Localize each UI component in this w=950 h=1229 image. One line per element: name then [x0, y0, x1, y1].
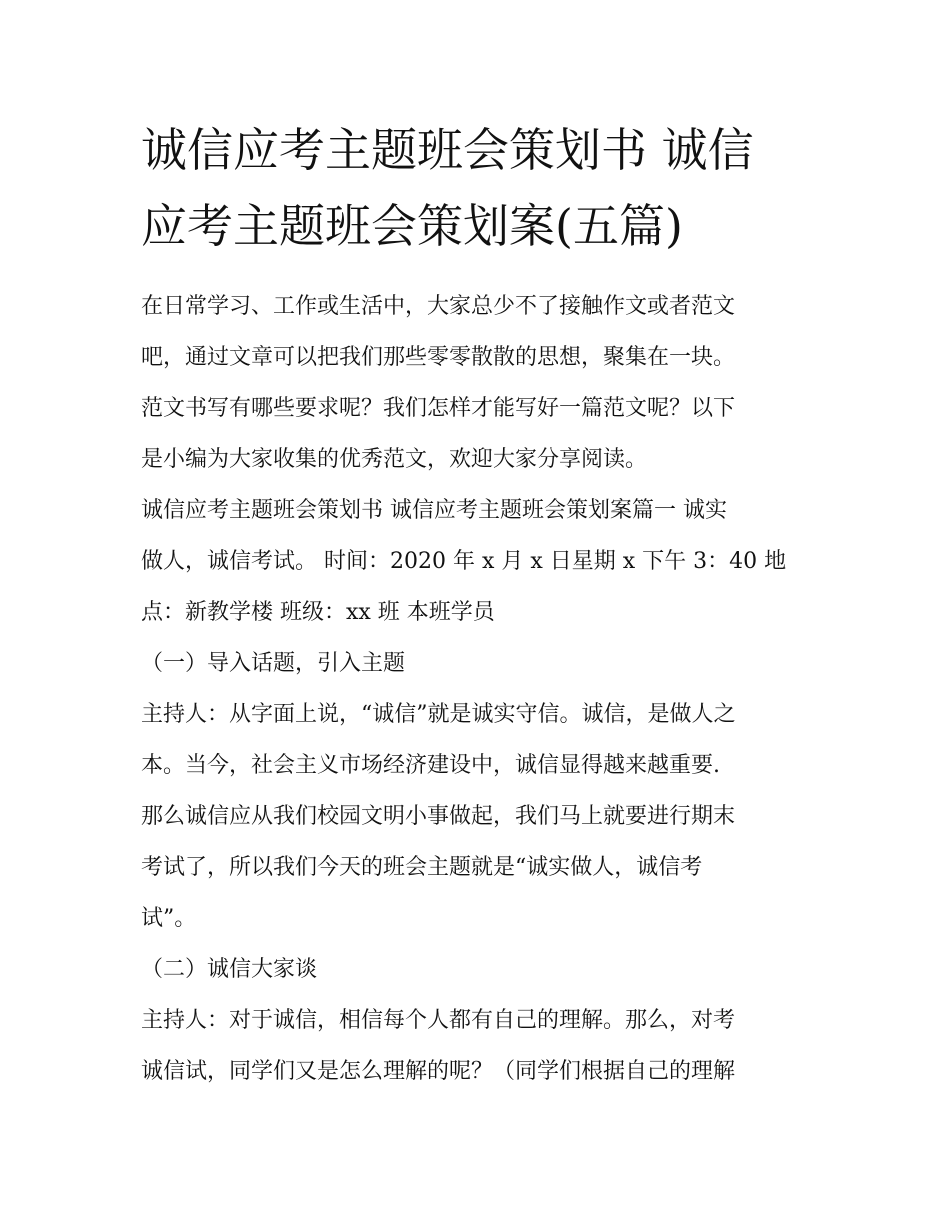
text-line: （一）导入话题，引入主题 — [141, 651, 406, 676]
text-line: 主持人：对于诚信，相信每个人都有自己的理解。那么，对考 — [141, 1008, 736, 1033]
document-title — [141, 112, 813, 264]
plan-info-paragraph — [141, 485, 813, 638]
title-line: 诚信应考主题班会策划书 诚信 — [141, 123, 754, 177]
text-line: 那么诚信应从我们校园文明小事做起，我们马上就要进行期末 — [141, 804, 736, 829]
text-line: 是小编为大家收集的优秀范文，欢迎大家分享阅读。 — [141, 447, 648, 472]
text-line: 考试了，所以我们今天的班会主题就是“诚实做人，诚信考 — [141, 855, 703, 880]
text-line: 主持人：从字面上说，“诚信”就是诚实守信。诚信，是做人之 — [141, 702, 736, 727]
text-line: 范文书写有哪些要求呢？我们怎样才能写好一篇范文呢？以下 — [141, 396, 736, 421]
host-paragraph-1 — [141, 689, 813, 944]
host-paragraph-2 — [141, 995, 813, 1097]
text-line: 试”。 — [141, 906, 197, 931]
text-line: 在日常学习、工作或生活中，大家总少不了接触作文或者范文 — [141, 294, 736, 319]
document-page — [141, 112, 813, 1097]
intro-paragraph — [141, 281, 813, 485]
text-line: 本。当今，社会主义市场经济建设中，诚信显得越来越重要. — [141, 753, 720, 778]
text-line: 做人，诚信考试。 时间：2020 年 x 月 x 日星期 x 下午 3：40 地 — [141, 549, 787, 574]
section-heading-2 — [141, 944, 813, 995]
text-line: 点：新教学楼 班级：xx 班 本班学员 — [141, 600, 495, 625]
text-line: 诚信试，同学们又是怎么理解的呢？（同学们根据自己的理解 — [141, 1059, 736, 1084]
text-line: 诚信应考主题班会策划书 诚信应考主题班会策划案篇一 诚实 — [141, 498, 727, 523]
document-body — [141, 281, 813, 1097]
text-line: 吧，通过文章可以把我们那些零零散散的思想，聚集在一块。 — [141, 345, 736, 370]
section-heading-1 — [141, 638, 813, 689]
title-line: 应考主题班会策划案(五篇) — [141, 199, 683, 253]
text-line: （二）诚信大家谈 — [141, 957, 318, 982]
